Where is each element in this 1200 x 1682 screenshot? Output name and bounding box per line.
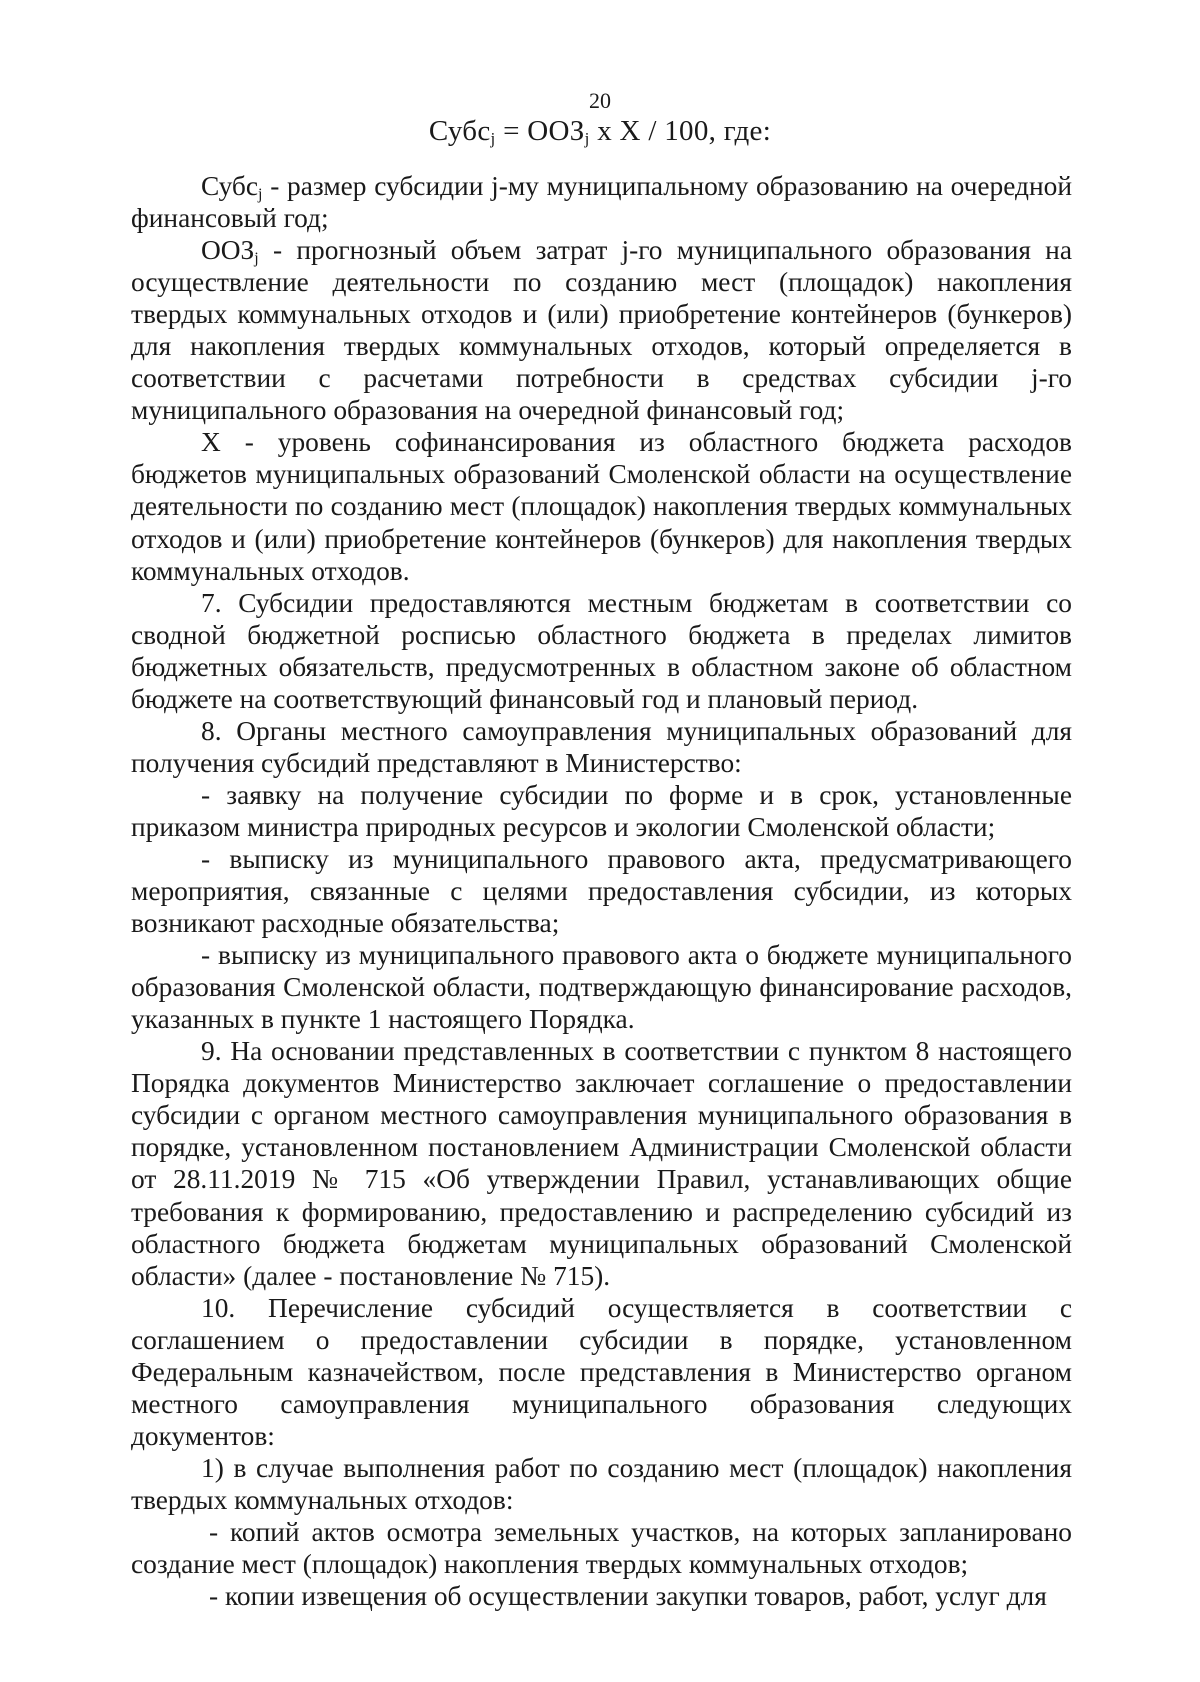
definition-text: - уровень софинансирования из областного бюджета расходов бюджетов муниципальных образований Смоленской области на осуществление деятельности по созданию мест (площадок) накопления твердых коммунальных отходов и (или) приобретение контейнеров (бункеров) для накопления твердых коммунальных отходов. — [131, 427, 1072, 586]
paragraph-8-item-application: - заявку на получение субсидии по форме и в срок, установленные приказом министра природных ресурсов и экологии Смоленской области; — [131, 779, 1072, 842]
formula-rest: x X / 100, где: — [589, 115, 772, 147]
definition-costs — [131, 234, 1072, 426]
formula-lhs-subscript: j — [490, 129, 496, 148]
definition-term: Субс — [201, 171, 259, 201]
definition-cofinancing — [131, 426, 1072, 586]
paragraph-7: 7. Субсидии предоставляются местным бюджетам в соответствии со сводной бюджетной росписью областного бюджета в пределах лимитов бюджетных обязательств, предусмотренных в областном законе об областном бюджете на соответствующий финансовый год и плановый период. — [131, 587, 1072, 714]
definition-subsidy — [131, 170, 1072, 234]
paragraph-9: 9. На основании представленных в соответствии с пунктом 8 настоящего Порядка документов Министерство заключает соглашение о предоставлении субсидии с органом местного самоуправления муниципального образования в порядке, установленном постановлением Администрации Смоленской области от 28.11.2019 № 715 «Об утверждении Правил, устанавливающих общие требования к формированию, предоставлению и распределению субсидий из областного бюджета бюджетам муниципальных образований Смоленской области» (далее - постановление № 715). — [131, 1036, 1072, 1291]
paragraph-10-item-inspection-acts: - копий актов осмотра земельных участков, на которых запланировано создание мест (площадок) накопления твердых коммунальных отходов; — [131, 1516, 1072, 1580]
definition-term: ООЗ — [201, 235, 255, 266]
paragraph-10-subitem-1: 1) в случае выполнения работ по созданию мест (площадок) накопления твердых коммунальных отходов: — [131, 1452, 1072, 1515]
definition-subscript: j — [254, 250, 259, 268]
paragraph-8-item-act-extract: - выписку из муниципального правового акта, предусматривающего мероприятия, связанные с целями предоставления субсидии, из которых возникают расходные обязательства; — [131, 843, 1072, 939]
formula-eq: = ООЗ — [495, 115, 585, 147]
paragraph-8: 8. Органы местного самоуправления муниципальных образований для получения субсидий представляют в Министерство: — [131, 715, 1072, 778]
definition-text: - размер субсидии j-му муниципальному образованию на очередной финансовый год; — [131, 171, 1072, 234]
definition-subscript: j — [258, 186, 263, 203]
formula-rhs-subscript: j — [584, 129, 590, 148]
paragraph-10: 10. Перечисление субсидий осуществляется в соответствии с соглашением о предоставлении субсидии в порядке, установленном Федеральным казначейством, после представления в Министерство органом местного самоуправления муниципального образования следующих документов: — [131, 1292, 1072, 1451]
page-number: 20 — [589, 88, 611, 113]
formula-lhs: Субс — [428, 115, 491, 147]
definition-term: X — [201, 427, 221, 458]
subsidy-formula — [0, 112, 1200, 150]
paragraph-8-item-budget-extract: - выписку из муниципального правового акта о бюджете муниципального образования Смоленской области, подтверждающую финансирование расходов, указанных в пункте 1 настоящего Порядка. — [131, 940, 1072, 1035]
definition-text: - прогнозный объем затрат j-го муниципального образования на осуществление деятельности по созданию мест (площадок) накопления твердых коммунальных отходов и (или) приобретение контейнеров (бункеров) для накопления твердых коммунальных отходов, который определяется в соответствии с расчетами потребности в средствах субсидии j-го муниципального образования на очередной финансовый год; — [131, 235, 1072, 426]
document-body — [131, 170, 1072, 1612]
paragraph-10-item-procurement-notice: - копии извещения об осуществлении закупки товаров, работ, услуг для — [209, 1581, 1047, 1612]
